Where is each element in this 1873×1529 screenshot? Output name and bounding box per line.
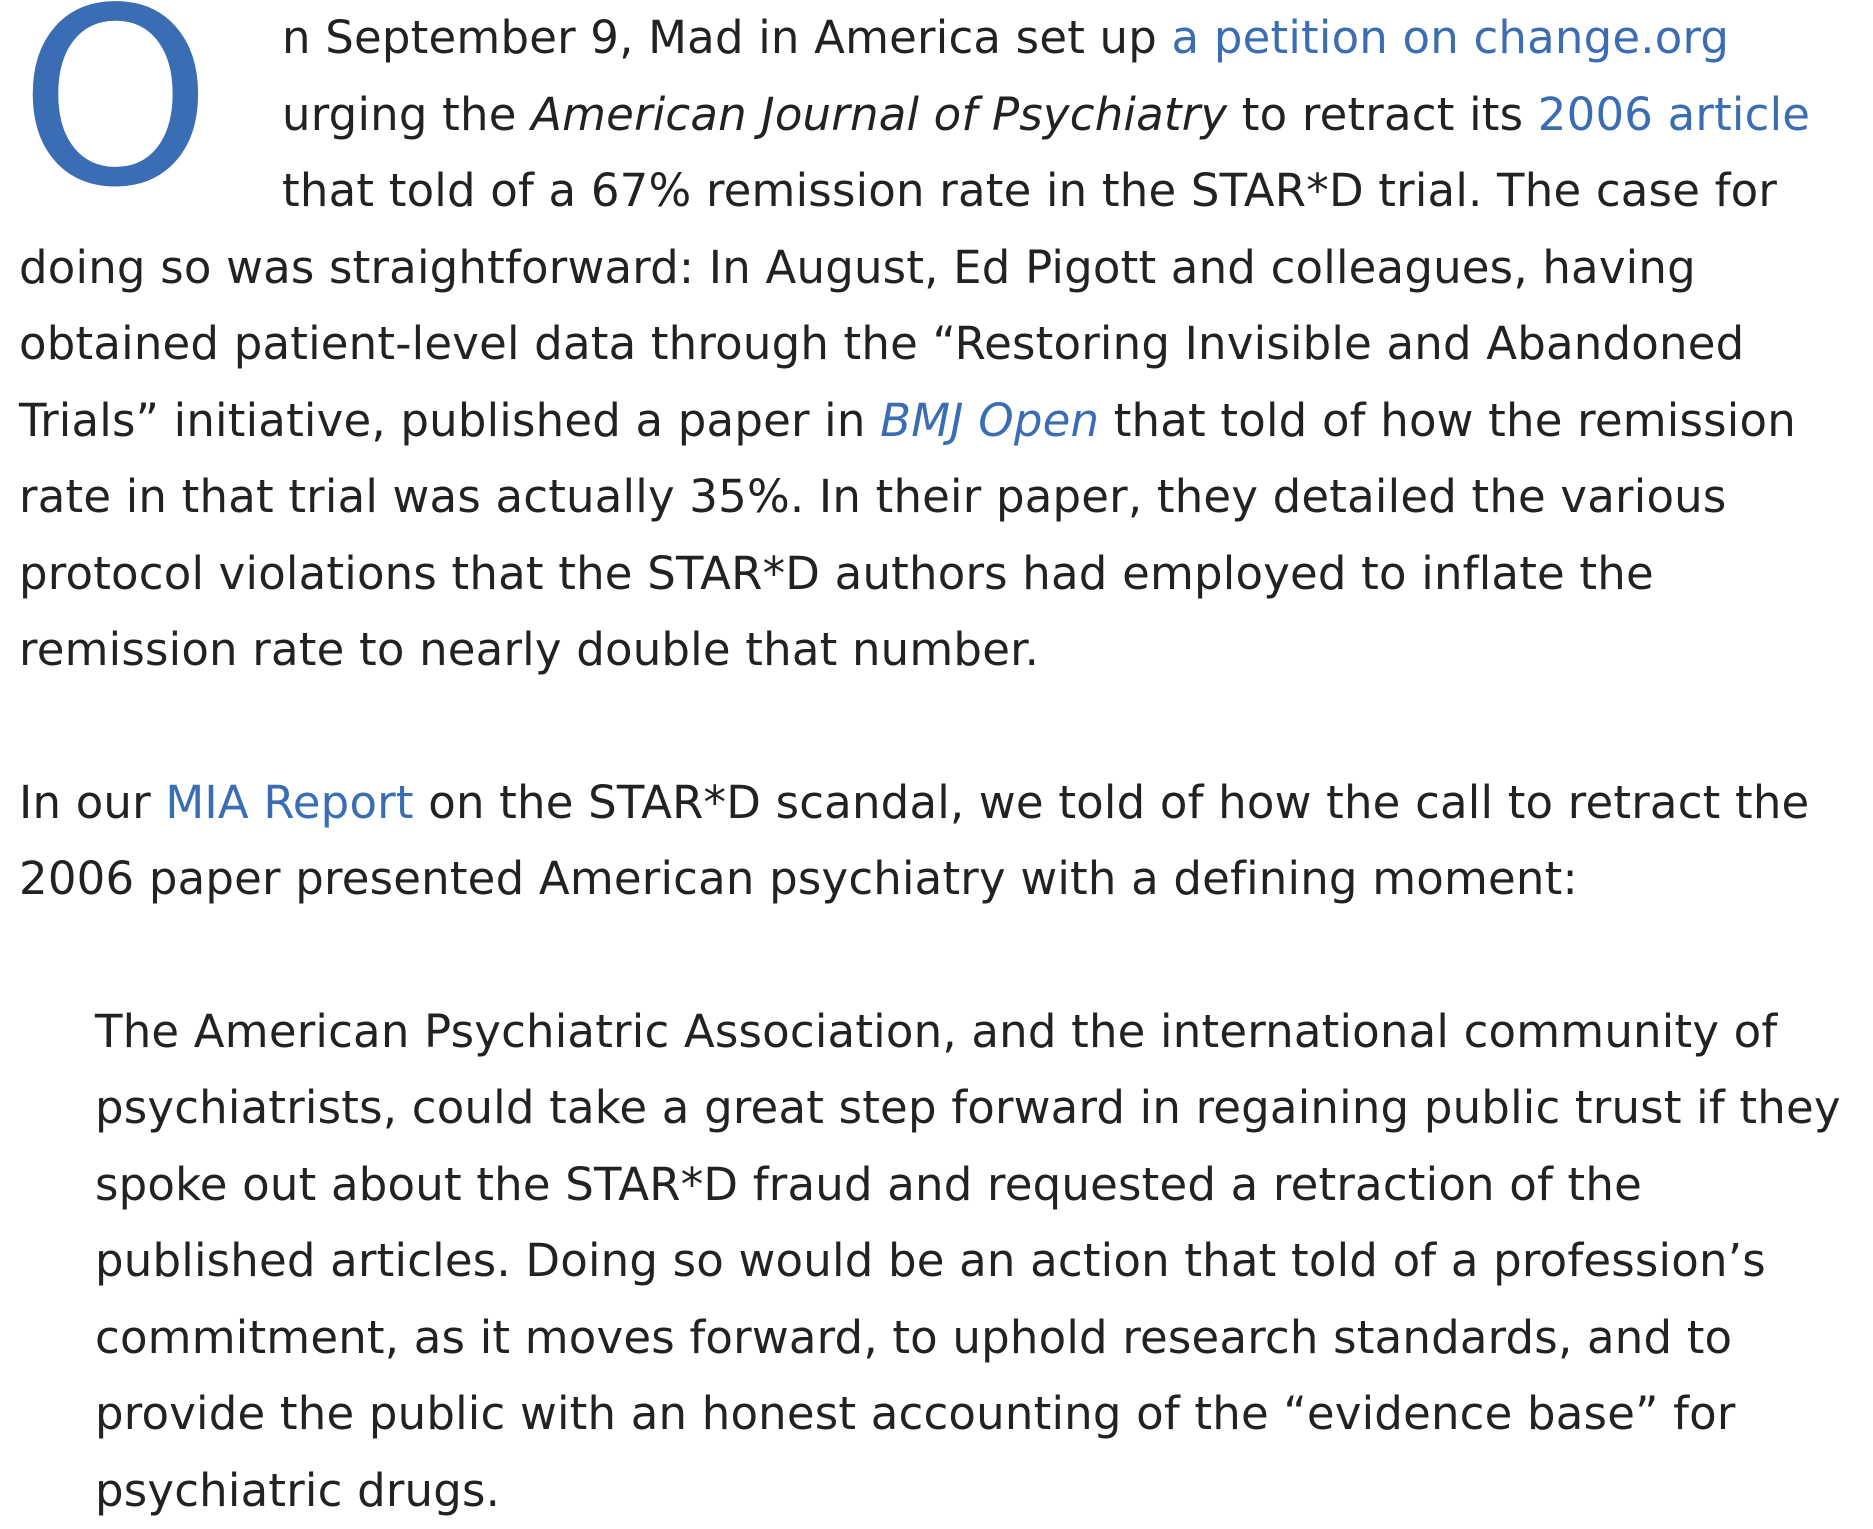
journal-name: American Journal of Psychiatry xyxy=(531,88,1227,141)
block-quote xyxy=(95,994,1855,1529)
quote-text: The American Psychiatric Association, and the international community of psychiatrists, could take a great step forward in regaining public trust if they spoke out about the STAR*D fraud and requested a retraction of the published articles. Doing so would be an action that told of a profession’s commitment, as it moves forward, to uphold research standards, and to provide the public with an honest accounting of the “evidence base” for psychiatric drugs. xyxy=(95,1005,1841,1517)
second-text-1: In our xyxy=(19,776,165,829)
intro-paragraph xyxy=(19,0,1869,689)
intro-text-3: to retract its xyxy=(1227,88,1538,141)
drop-cap: O xyxy=(19,4,212,204)
article-2006-link[interactable]: 2006 article xyxy=(1538,88,1810,141)
intro-text-4: that told of a 67% remission rate in the STAR*D trial. The case for doing so was straightforward: In August, Ed Pigott and colleagues, having obtained patient-level data through the “Restoring Invisible and Abandoned Trials” initiative, published a paper in xyxy=(19,164,1777,447)
second-text-2: on the STAR*D scandal, we told of how the call to retract the 2006 paper presented American psychiatry with a defining moment: xyxy=(19,776,1809,906)
mia-report-link[interactable]: MIA Report xyxy=(165,776,413,829)
intro-text-5: that told of how the remission rate in that trial was actually 35%. In their paper, they detailed the various protocol violations that the STAR*D authors had employed to inflate the remission rate to nearly double that number. xyxy=(19,394,1796,677)
bmj-open-link[interactable]: BMJ Open xyxy=(880,394,1099,447)
petition-link[interactable]: a petition on change.org xyxy=(1172,11,1730,64)
intro-text-2: urging the xyxy=(282,88,531,141)
article-body xyxy=(19,0,1869,1529)
intro-text-1: n September 9, Mad in America set up xyxy=(282,11,1172,64)
second-paragraph xyxy=(19,765,1869,918)
